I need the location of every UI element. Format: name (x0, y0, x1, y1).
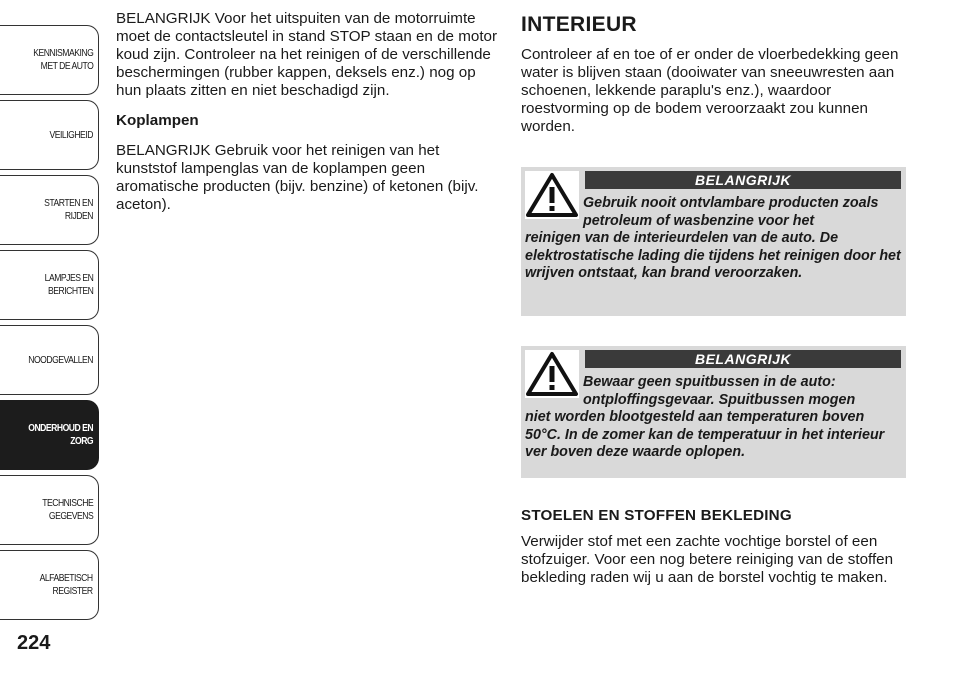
tab-onderhoud-en-zorg[interactable] (0, 400, 99, 470)
warning-rest: reinigen van de interieurdelen van de auto. De elektrostatische lading die tijdens het reinigen door het wrijven ontstaat, kan brand veroorzaken. (525, 230, 901, 282)
interieur-heading: INTERIEUR (521, 13, 637, 36)
stoelen-paragraph: Verwijder stof met een zachte vochtige borstel of een stofzuiger. Voor een nog betere reiniging van de stoffen bekleding raden wij u aan de borstel vochtig te maken. (521, 533, 894, 586)
tab-noodgevallen[interactable] (0, 325, 99, 395)
warning-lead: Gebruik nooit ontvlambare producten zoals petroleum of wasbenzine voor het (583, 195, 879, 229)
warning-triangle-icon (525, 171, 579, 219)
tab-label: ONDERHOUD EN ZORG (28, 422, 93, 447)
page-number: 224 (17, 632, 51, 654)
tab-label: TECHNISCHE GEGEVENS (41, 497, 93, 522)
tab-kennismaking[interactable] (0, 25, 99, 95)
warning-box-1 (521, 167, 906, 316)
koplampen-heading: Koplampen (116, 112, 199, 129)
tab-label: NOODGEVALLEN (28, 353, 93, 366)
koplampen-paragraph: BELANGRIJK Gebruik voor het reinigen van het kunststof lampenglas van de koplampen geen aromatische producten (bijv. benzine) of ketonen (bijv. aceton). (116, 142, 479, 213)
tab-label: LAMPJES EN BERICHTEN (44, 272, 93, 297)
engine-wash-paragraph: BELANGRIJK Voor het uitspuiten van de motorruimte moet de contactsleutel in stand STOP staan en de motor koud zijn. Controleer na het reinigen of de verschillende beschermingen (rubber kappen, deksels enz.) nog op hun plaats zitten en niet beschadigd zijn. (116, 10, 498, 99)
warning-rest: niet worden blootgesteld aan temperaturen boven 50°C. In de zomer kan de temperatuur in het interieur ver boven deze waarde oplopen. (525, 409, 885, 461)
warning-title: BELANGRIJK (585, 171, 901, 189)
warning-lead: Bewaar geen spuitbussen in de auto: ontploffingsgevaar. Spuitbussen mogen (583, 374, 856, 408)
tab-lampjes-en-berichten[interactable] (0, 250, 99, 320)
tab-label: ALFABETISCH REGISTER (40, 572, 93, 597)
warning-box-2 (521, 346, 906, 478)
tab-label: VEILIGHEID (49, 128, 93, 141)
tab-veiligheid[interactable] (0, 100, 99, 170)
tab-label: STARTEN EN RIJDEN (44, 197, 93, 222)
left-column (116, 10, 500, 226)
warning-triangle-icon (525, 350, 579, 398)
stoelen-heading: STOELEN EN STOFFEN BEKLEDING (521, 507, 792, 524)
tab-alfabetisch-register[interactable] (0, 550, 99, 620)
warning-text (525, 374, 901, 462)
warning-title: BELANGRIJK (585, 350, 901, 368)
tab-label: KENNISMAKING MET DE AUTO (32, 47, 93, 72)
tab-technische-gegevens[interactable] (0, 475, 99, 545)
tab-starten-en-rijden[interactable] (0, 175, 99, 245)
right-column (521, 13, 911, 136)
warning-text (525, 195, 901, 283)
interieur-paragraph: Controleer af en toe of er onder de vloerbedekking geen water is blijven staan (dooiwater van sneeuwresten aan schoenen, lekkende paraplu's enz.), waardoor roestvorming op de bodem veroorzaakt zou kunnen worden. (521, 46, 899, 135)
